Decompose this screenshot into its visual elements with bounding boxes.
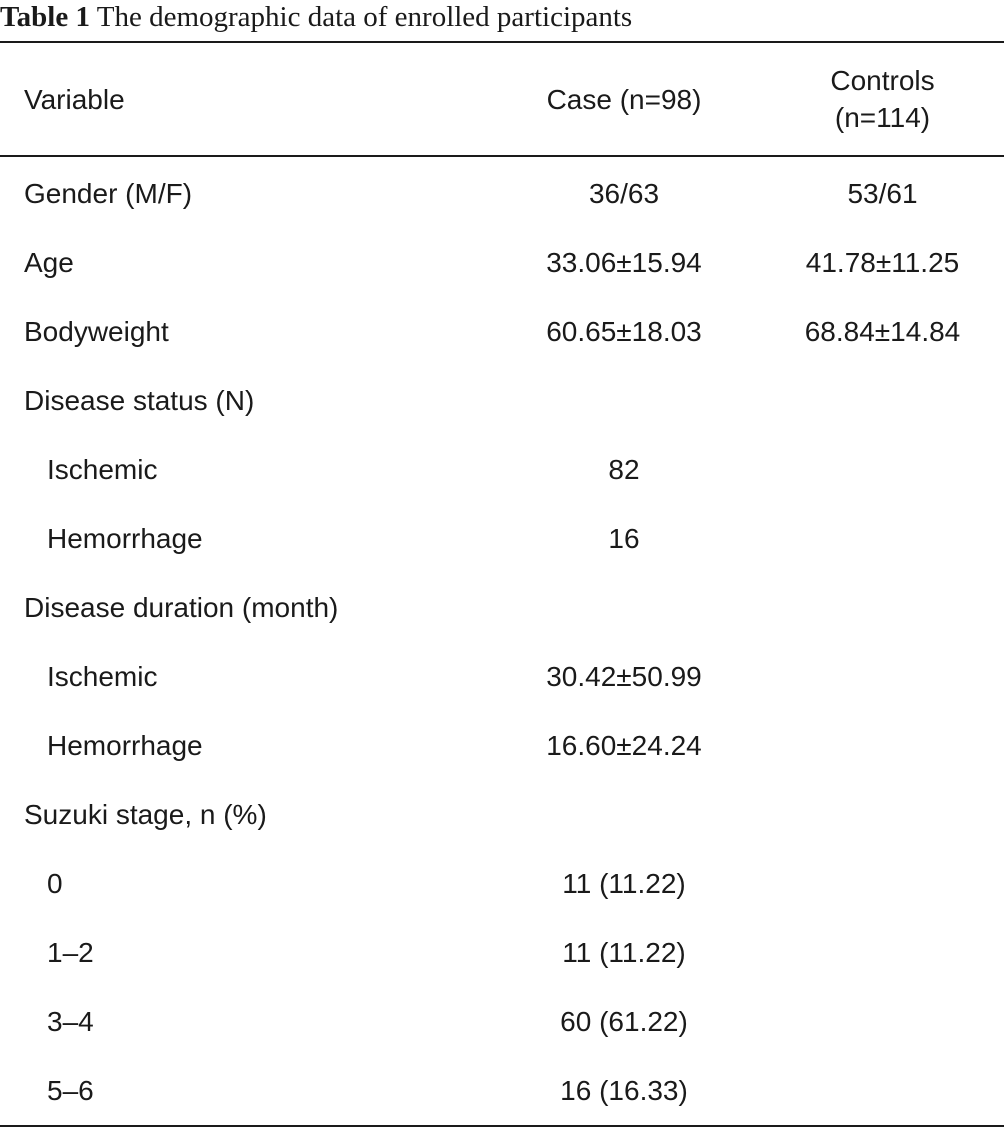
table-row bbox=[0, 228, 1004, 297]
cell-controls bbox=[761, 849, 1004, 918]
table-row bbox=[0, 642, 1004, 711]
header-controls bbox=[761, 42, 1004, 156]
cell-case: 16.60±24.24 bbox=[546, 729, 702, 761]
cell-case bbox=[487, 366, 761, 435]
cell-case: 33.06±15.94 bbox=[546, 246, 702, 278]
table-row bbox=[0, 504, 1004, 573]
cell-variable: Bodyweight bbox=[24, 315, 169, 347]
cell-case: 16 (16.33) bbox=[560, 1074, 688, 1106]
cell-case: 11 (11.22) bbox=[562, 867, 686, 899]
table-header bbox=[0, 42, 1004, 156]
cell-case: 82 bbox=[608, 453, 640, 485]
cell-variable: 5–6 bbox=[47, 1074, 94, 1106]
cell-variable: Age bbox=[24, 246, 74, 278]
table-row bbox=[0, 573, 1004, 642]
cell-variable: Disease status (N) bbox=[24, 384, 255, 416]
table-row bbox=[0, 711, 1004, 780]
header-controls-line1: Controls bbox=[830, 65, 935, 96]
cell-controls bbox=[761, 504, 1004, 573]
cell-variable: 1–2 bbox=[47, 936, 94, 968]
cell-controls bbox=[761, 366, 1004, 435]
cell-case: 11 (11.22) bbox=[562, 936, 686, 968]
cell-variable: Ischemic bbox=[47, 660, 158, 692]
cell-variable: Hemorrhage bbox=[47, 729, 203, 761]
cell-variable: Ischemic bbox=[47, 453, 158, 485]
cell-variable: 3–4 bbox=[47, 1005, 94, 1037]
cell-controls bbox=[761, 711, 1004, 780]
header-variable: Variable bbox=[24, 83, 125, 115]
cell-variable: Disease duration (month) bbox=[24, 591, 339, 623]
cell-case: 36/63 bbox=[588, 177, 660, 209]
table-row bbox=[0, 156, 1004, 228]
cell-case: 60 (61.22) bbox=[560, 1005, 688, 1037]
cell-case: 60.65±18.03 bbox=[546, 315, 702, 347]
table-row bbox=[0, 366, 1004, 435]
header-case: Case (n=98) bbox=[546, 83, 702, 115]
cell-controls bbox=[761, 918, 1004, 987]
cell-variable: Gender (M/F) bbox=[24, 177, 193, 209]
demographic-table bbox=[0, 41, 1004, 1127]
table-row bbox=[0, 987, 1004, 1056]
cell-case bbox=[487, 573, 761, 642]
cell-case bbox=[487, 780, 761, 849]
table-row bbox=[0, 918, 1004, 987]
cell-controls: 68.84±14.84 bbox=[804, 315, 961, 347]
table-caption-label: Table 1 bbox=[0, 1, 90, 33]
cell-controls bbox=[761, 780, 1004, 849]
table-row bbox=[0, 297, 1004, 366]
cell-controls bbox=[761, 1056, 1004, 1126]
cell-variable: Hemorrhage bbox=[47, 522, 203, 554]
cell-variable: 0 bbox=[47, 867, 63, 899]
table-row bbox=[0, 1056, 1004, 1126]
cell-controls bbox=[761, 642, 1004, 711]
cell-controls: 53/61 bbox=[847, 177, 918, 209]
cell-controls bbox=[761, 435, 1004, 504]
cell-controls: 41.78±11.25 bbox=[805, 246, 960, 278]
table-caption-text: The demographic data of enrolled participants bbox=[96, 1, 633, 33]
table-row bbox=[0, 849, 1004, 918]
cell-controls bbox=[761, 573, 1004, 642]
table-body bbox=[0, 156, 1004, 1126]
table-caption bbox=[0, 0, 632, 36]
cell-case: 16 bbox=[608, 522, 640, 554]
header-row bbox=[0, 42, 1004, 156]
cell-case: 30.42±50.99 bbox=[546, 660, 702, 692]
table-row bbox=[0, 435, 1004, 504]
table-row bbox=[0, 780, 1004, 849]
header-controls-line2: (n=114) bbox=[834, 102, 931, 133]
cell-controls bbox=[761, 987, 1004, 1056]
cell-variable: Suzuki stage, n (%) bbox=[24, 798, 267, 830]
